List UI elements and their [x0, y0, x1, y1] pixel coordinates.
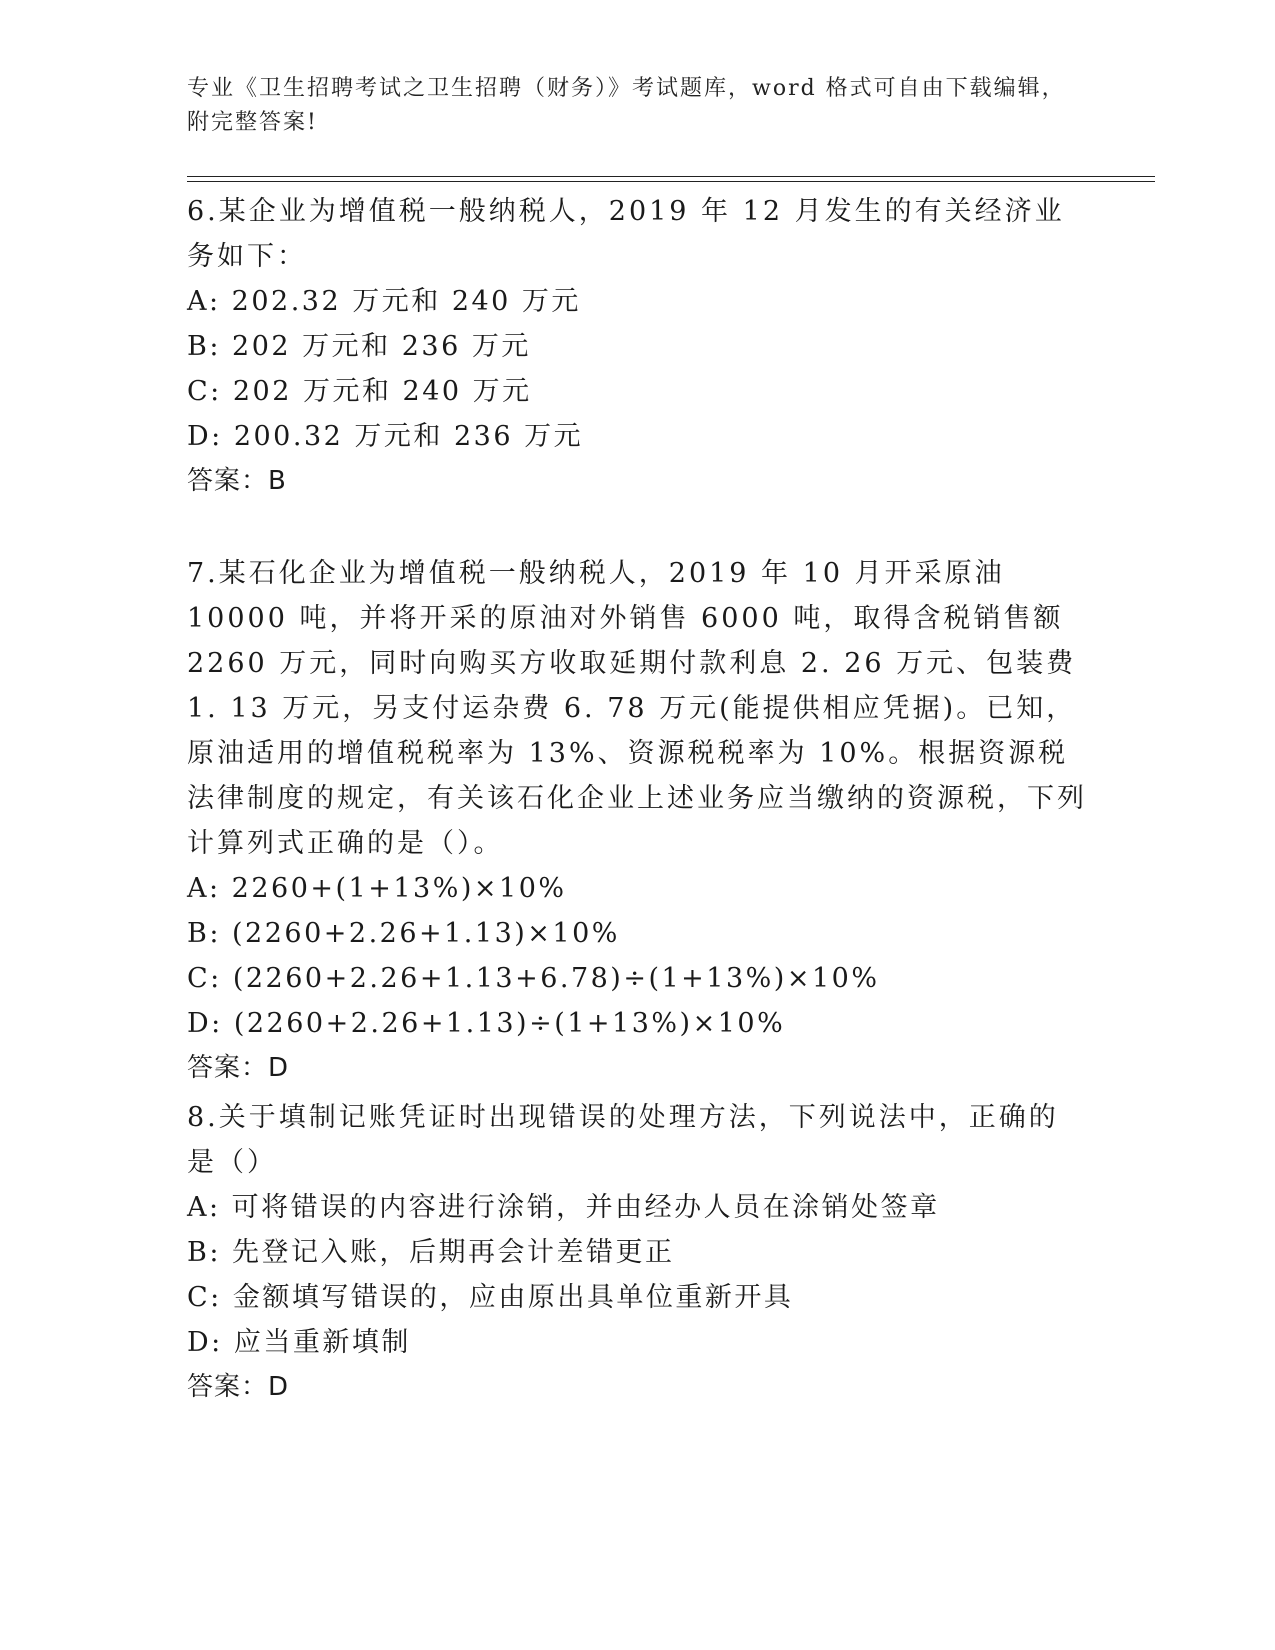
answer: 答案：D — [187, 1053, 290, 1083]
option-b: B: 先登记入账，后期再会计差错更正 — [187, 1237, 675, 1268]
answer: 答案：B — [187, 466, 287, 496]
option-a: A: 202.32 万元和 240 万元 — [187, 286, 581, 317]
option-b: B: (2260+2.26+1.13)×10% — [187, 918, 620, 949]
question-6 — [187, 189, 1087, 504]
header-divider-top — [187, 176, 1155, 177]
answer: 答案：D — [187, 1372, 290, 1402]
document-header-note: 专业《卫生招聘考试之卫生招聘（财务）》考试题库，word 格式可自由下载编辑，附完整答案! — [187, 76, 1066, 135]
question-stem: 8.关于填制记账凭证时出现错误的处理方法，下列说法中，正确的是（） — [187, 1102, 1059, 1178]
question-7 — [187, 551, 1087, 1091]
question-stem: 6.某企业为增值税一般纳税人，2019 年 12 月发生的有关经济业务如下： — [187, 196, 1065, 272]
option-c: C: 金额填写错误的，应由原出具单位重新开具 — [187, 1282, 794, 1313]
option-c: C: 202 万元和 240 万元 — [187, 376, 532, 407]
option-d: D: 应当重新填制 — [187, 1327, 411, 1358]
option-a: A: 2260+(1+13%)×10% — [187, 873, 567, 904]
question-stem: 7.某石化企业为增值税一般纳税人，2019 年 10 月开采原油 10000 吨，并将开采的原油对外销售 6000 吨，取得含税销售额 2260 万元，同时向购买方收取延期付款利息 2. 26 万元、包装费 1. 13 万元，另支付运杂费 6. 78 万元(能提供相应凭据)。已知，原油适用的增值税税率为 13%、资源税税率为 10%。根据资源税法律制度的规定，有关该石化企业上述业务应当缴纳的资源税，下列计算列式正确的是（）。 — [187, 558, 1087, 859]
question-8 — [187, 1095, 1087, 1410]
option-b: B: 202 万元和 236 万元 — [187, 331, 531, 362]
option-d: D: (2260+2.26+1.13)÷(1+13%)×10% — [187, 1008, 786, 1039]
header-divider-bottom — [187, 181, 1155, 182]
option-d: D: 200.32 万元和 236 万元 — [187, 421, 584, 452]
option-a: A: 可将错误的内容进行涂销，并由经办人员在涂销处签章 — [187, 1192, 940, 1223]
option-c: C: (2260+2.26+1.13+6.78)÷(1+13%)×10% — [187, 963, 880, 994]
